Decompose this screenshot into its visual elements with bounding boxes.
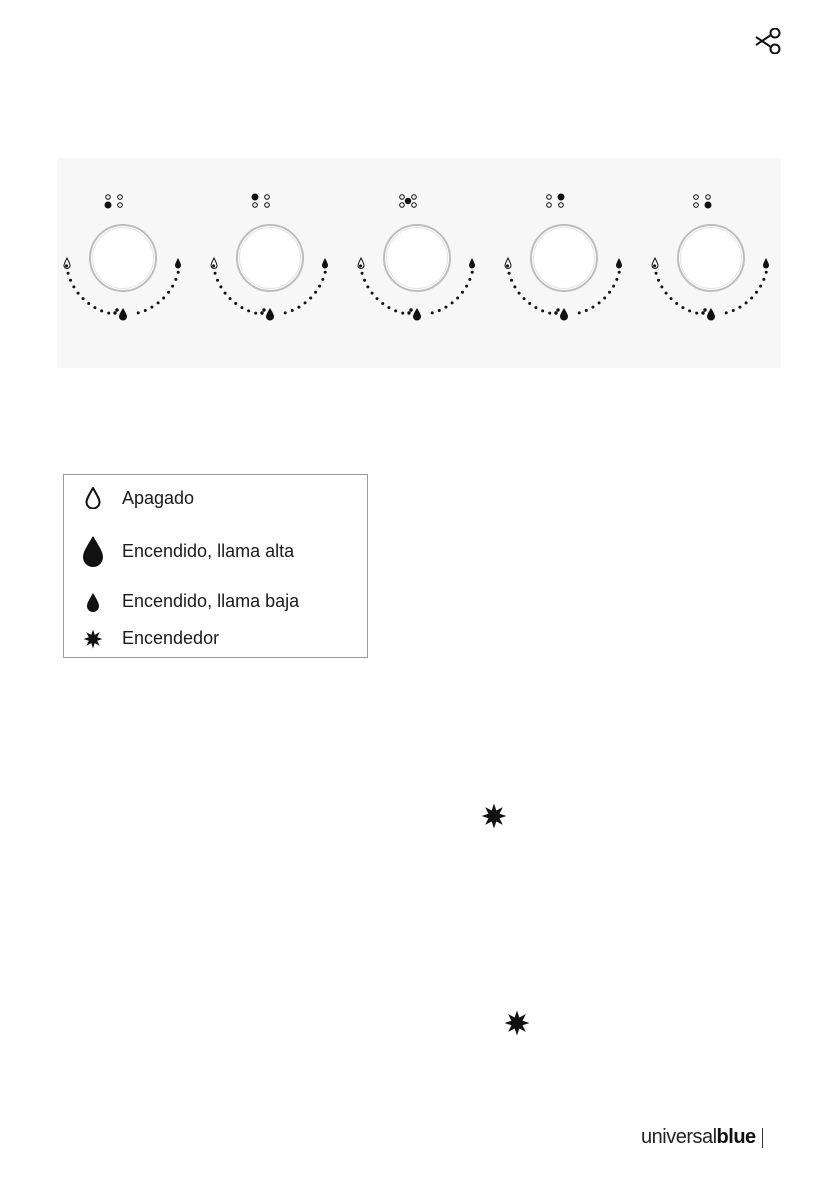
scale-dot [591,306,594,309]
brand-divider [762,1128,763,1148]
spark-mark-dot [554,311,557,314]
scale-dot [468,278,471,281]
flame-small-icon [175,258,181,269]
scale-dot [144,309,147,312]
scale-dot [745,301,748,304]
scale-dot [162,296,165,299]
scale-dot [291,309,294,312]
burner-knob-4[interactable] [498,188,628,328]
legend-item-off [64,487,194,509]
flame-small-icon [64,592,122,612]
scale-dot [214,272,217,275]
scale-dot [363,279,366,282]
scale-dot [471,271,474,274]
spark-mark-dot [703,308,706,311]
spark-mark-dot [556,308,559,311]
scale-dot [518,292,521,295]
burner-position-dot [118,203,123,208]
scale-dot [224,292,227,295]
legend-item-high [64,535,294,567]
brand-logo [641,1126,763,1149]
scale-dot [297,306,300,309]
scale-dot [725,311,728,314]
burner-position-dot [694,203,699,208]
burner-position-dot [405,198,411,204]
burner-position-dot [105,202,111,208]
spark-mark-dot [115,308,118,311]
burner-knob-2[interactable] [204,188,334,328]
legend-box [63,474,368,658]
scale-dot [309,296,312,299]
legend-label-off: Apagado [122,487,195,508]
scale-dot [506,264,509,267]
scale-dot [578,311,581,314]
scale-dot [359,264,362,267]
scale-dot [755,291,758,294]
knob-dial[interactable] [384,225,450,291]
burner-knob-1[interactable] [57,188,187,328]
flame-small-icon [469,258,475,269]
scale-dot [67,272,70,275]
scale-dot [603,296,606,299]
burner-position-dot [400,203,405,208]
scale-dot [100,309,103,312]
scale-dot [216,279,219,282]
flame-small-icon [322,258,328,269]
scale-dot [284,311,287,314]
scale-dot [157,301,160,304]
scale-dot [318,285,321,288]
scale-dot [456,296,459,299]
spark-mark-dot [701,311,704,314]
knob-dial[interactable] [678,225,744,291]
scale-dot [695,312,698,315]
scale-dot [653,264,656,267]
scale-dot [171,285,174,288]
scale-dot [438,309,441,312]
burner-knob-5[interactable] [645,188,775,328]
legend-item-igniter [64,628,219,649]
scale-dot [681,306,684,309]
scale-dot [150,306,153,309]
scale-dot [107,312,110,315]
scale-dot [376,297,379,300]
brand-text-universal: universal [641,1126,717,1148]
scale-dot [366,285,369,288]
flame-small-icon [616,258,622,269]
flame-large-icon [64,535,122,567]
scale-dot [585,309,588,312]
scale-dot [361,272,364,275]
scale-dot [65,264,68,267]
flame-large-icon [266,308,274,321]
burner-position-dot [705,202,711,208]
scale-dot [451,301,454,304]
scale-dot [510,279,513,282]
scale-dot [229,297,232,300]
burner-position-dot [412,195,417,200]
spark-mark-dot [407,311,410,314]
burner-position-dot [252,194,258,200]
burner-position-dot [265,203,270,208]
scale-dot [765,271,768,274]
burner-knob-3[interactable] [351,188,481,328]
legend-label-high: Encendido, llama alta [122,540,295,561]
scale-dot [461,291,464,294]
scale-dot [321,278,324,281]
burner-position-dot [547,195,552,200]
scale-dot [615,278,618,281]
scale-dot [660,285,663,288]
scale-dot [240,306,243,309]
scale-dot [167,291,170,294]
scale-dot [618,271,621,274]
scale-dot [523,297,526,300]
scale-dot [93,306,96,309]
scale-dot [234,302,237,305]
scale-dot [254,312,257,315]
burner-position-dot [118,195,123,200]
flame-large-icon [707,308,715,321]
spark-icon [64,629,122,649]
scale-dot [219,285,222,288]
scale-dot [72,285,75,288]
scale-dot [247,309,250,312]
scale-dot [750,296,753,299]
scale-dot [69,279,72,282]
scale-dot [675,302,678,305]
spark-icon [481,803,507,834]
scale-dot [465,285,468,288]
burner-position-dot [694,195,699,200]
burner-position-dot [106,195,111,200]
scale-dot [655,272,658,275]
scale-dot [431,311,434,314]
scale-dot [612,285,615,288]
scale-dot [541,309,544,312]
scale-dot [82,297,85,300]
scale-dot [371,292,374,295]
scale-dot [665,292,668,295]
burner-position-dot [265,195,270,200]
spark-mark-dot [262,308,265,311]
scale-dot [670,297,673,300]
control-panel [57,158,781,368]
knob-dial[interactable] [90,225,156,291]
spark-mark-dot [409,308,412,311]
legend-item-low [64,591,299,612]
brand-text-blue: blue [716,1126,756,1148]
flame-large-icon [119,308,127,321]
scale-dot [732,309,735,312]
scale-dot [738,306,741,309]
spark-mark-dot [260,311,263,314]
scale-dot [688,309,691,312]
scale-dot [381,302,384,305]
scissors-icon [755,28,785,59]
scale-dot [394,309,397,312]
scale-dot [387,306,390,309]
burner-position-dot [547,203,552,208]
burner-position-dot [253,203,258,208]
knob-dial[interactable] [531,225,597,291]
scale-dot [608,291,611,294]
scale-dot [314,291,317,294]
scale-dot [762,278,765,281]
scale-dot [77,292,80,295]
burner-position-dot [412,203,417,208]
scale-dot [401,312,404,315]
burner-position-dot [706,195,711,200]
scale-dot [513,285,516,288]
scale-dot [137,311,140,314]
scale-dot [598,301,601,304]
scale-dot [508,272,511,275]
scale-dot [759,285,762,288]
scale-dot [534,306,537,309]
knob-dial[interactable] [237,225,303,291]
scale-dot [304,301,307,304]
legend-label-low: Encendido, llama baja [122,591,300,611]
scale-dot [324,271,327,274]
scale-dot [528,302,531,305]
spark-mark-dot [113,311,116,314]
flame-large-icon [413,308,421,321]
legend-label-igniter: Encendedor [122,628,220,648]
burner-position-dot [559,203,564,208]
flame-large-icon [560,308,568,321]
burner-position-dot [558,194,564,200]
scale-dot [548,312,551,315]
scale-dot [177,271,180,274]
scale-dot [174,278,177,281]
spark-icon [504,1010,530,1041]
scale-dot [657,279,660,282]
burner-position-dot [400,195,405,200]
flame-outline-icon [64,487,122,509]
scale-dot [87,302,90,305]
scale-dot [444,306,447,309]
flame-small-icon [763,258,769,269]
scale-dot [212,264,215,267]
